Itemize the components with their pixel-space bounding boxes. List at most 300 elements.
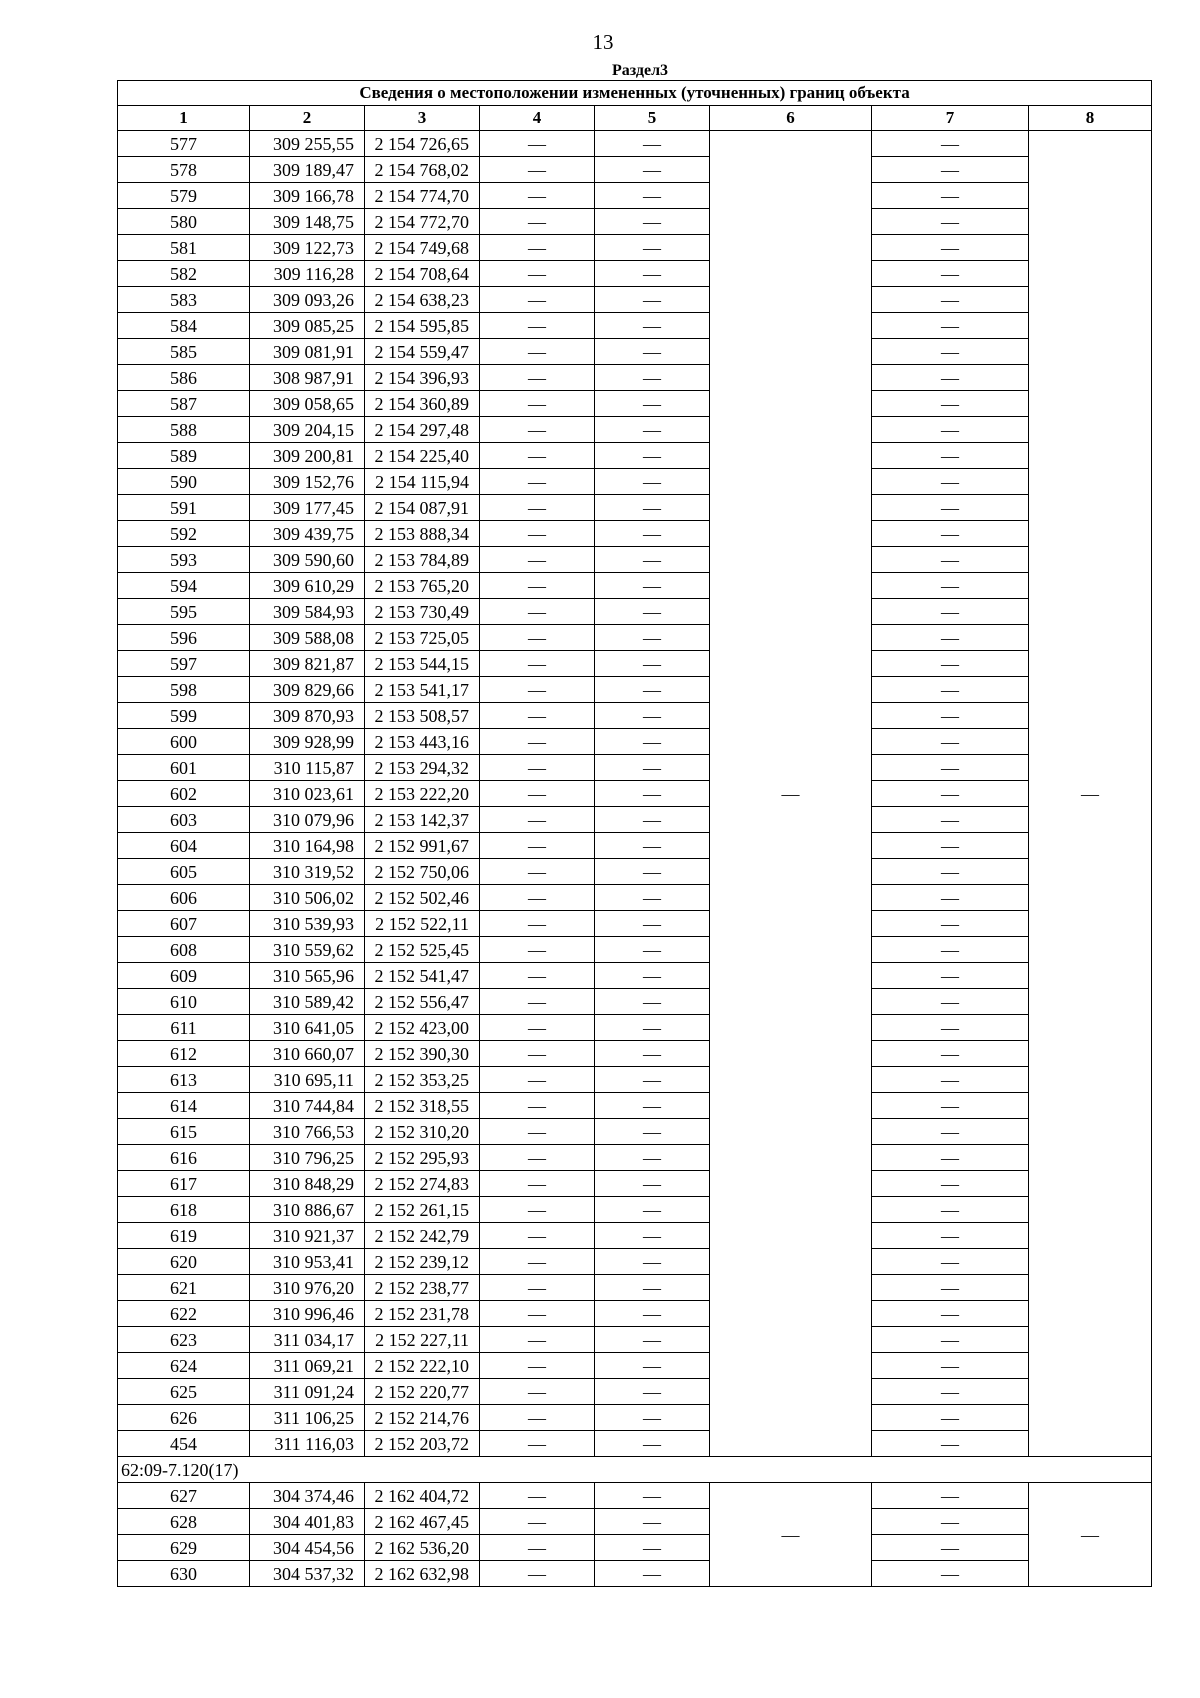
- dash-cell: —: [480, 261, 595, 287]
- dash-cell: —: [480, 963, 595, 989]
- point-number-cell: 613: [118, 1067, 250, 1093]
- point-number-cell: 605: [118, 859, 250, 885]
- coordinate-x-cell: 311 116,03: [250, 1431, 365, 1457]
- boundary-table: [117, 80, 1152, 1587]
- column-header-row: [118, 106, 1152, 131]
- table-row: [118, 521, 1152, 547]
- coordinate-x-cell: 310 766,53: [250, 1119, 365, 1145]
- point-number-cell: 589: [118, 443, 250, 469]
- table-row: [118, 547, 1152, 573]
- dash-cell: —: [595, 703, 710, 729]
- merged-dash-cell: —: [1029, 131, 1152, 1457]
- coordinate-x-cell: 310 695,11: [250, 1067, 365, 1093]
- point-number-cell: 587: [118, 391, 250, 417]
- dash-cell: —: [595, 443, 710, 469]
- dash-cell: —: [480, 313, 595, 339]
- table-row: [118, 417, 1152, 443]
- dash-cell: —: [480, 183, 595, 209]
- dash-cell: —: [595, 963, 710, 989]
- dash-cell: —: [595, 1249, 710, 1275]
- coordinate-x-cell: 311 069,21: [250, 1353, 365, 1379]
- table-row: [118, 157, 1152, 183]
- dash-cell: —: [872, 365, 1029, 391]
- point-number-cell: 584: [118, 313, 250, 339]
- point-number-cell: 593: [118, 547, 250, 573]
- table-row: [118, 391, 1152, 417]
- point-number-cell: 625: [118, 1379, 250, 1405]
- point-number-cell: 597: [118, 651, 250, 677]
- point-number-cell: 610: [118, 989, 250, 1015]
- dash-cell: —: [872, 157, 1029, 183]
- point-number-cell: 586: [118, 365, 250, 391]
- coordinate-x-cell: 309 590,60: [250, 547, 365, 573]
- coordinate-y-cell: 2 162 536,20: [365, 1535, 480, 1561]
- dash-cell: —: [872, 937, 1029, 963]
- coordinate-x-cell: 304 401,83: [250, 1509, 365, 1535]
- column-header: 2: [250, 106, 365, 131]
- dash-cell: —: [872, 677, 1029, 703]
- coordinate-y-cell: 2 154 726,65: [365, 131, 480, 157]
- table-row: [118, 1353, 1152, 1379]
- dash-cell: —: [480, 573, 595, 599]
- dash-cell: —: [480, 1145, 595, 1171]
- table-row: [118, 1483, 1152, 1509]
- coordinate-y-cell: 2 152 310,20: [365, 1119, 480, 1145]
- dash-cell: —: [595, 1145, 710, 1171]
- coordinate-y-cell: 2 154 638,23: [365, 287, 480, 313]
- coordinate-x-cell: 309 058,65: [250, 391, 365, 417]
- coordinate-x-cell: 310 164,98: [250, 833, 365, 859]
- dash-cell: —: [872, 1431, 1029, 1457]
- coordinate-x-cell: 309 255,55: [250, 131, 365, 157]
- coordinate-x-cell: 309 821,87: [250, 651, 365, 677]
- coordinate-x-cell: 310 976,20: [250, 1275, 365, 1301]
- point-number-cell: 626: [118, 1405, 250, 1431]
- dash-cell: —: [480, 1535, 595, 1561]
- dash-cell: —: [595, 313, 710, 339]
- dash-cell: —: [872, 703, 1029, 729]
- coordinate-y-cell: 2 152 222,10: [365, 1353, 480, 1379]
- table-row: [118, 235, 1152, 261]
- table-row: [118, 599, 1152, 625]
- coordinate-x-cell: 310 589,42: [250, 989, 365, 1015]
- dash-cell: —: [595, 833, 710, 859]
- point-number-cell: 588: [118, 417, 250, 443]
- table-row: [118, 1379, 1152, 1405]
- table-row: [118, 833, 1152, 859]
- point-number-cell: 596: [118, 625, 250, 651]
- coordinate-y-cell: 2 162 632,98: [365, 1561, 480, 1587]
- dash-cell: —: [872, 1067, 1029, 1093]
- table-row: [118, 963, 1152, 989]
- dash-cell: —: [480, 833, 595, 859]
- coordinate-x-cell: 310 953,41: [250, 1249, 365, 1275]
- point-number-cell: 594: [118, 573, 250, 599]
- table-row: [118, 573, 1152, 599]
- table-row: [118, 495, 1152, 521]
- dash-cell: —: [595, 365, 710, 391]
- coordinate-y-cell: 2 152 353,25: [365, 1067, 480, 1093]
- point-number-cell: 617: [118, 1171, 250, 1197]
- dash-cell: —: [480, 1353, 595, 1379]
- dash-cell: —: [480, 1379, 595, 1405]
- dash-cell: —: [872, 1223, 1029, 1249]
- coordinate-y-cell: 2 154 297,48: [365, 417, 480, 443]
- table-row: [118, 1145, 1152, 1171]
- dash-cell: —: [595, 1431, 710, 1457]
- dash-cell: —: [872, 209, 1029, 235]
- dash-cell: —: [595, 859, 710, 885]
- dash-cell: —: [480, 885, 595, 911]
- dash-cell: —: [480, 911, 595, 937]
- table-row: [118, 287, 1152, 313]
- column-header: 4: [480, 106, 595, 131]
- point-number-cell: 608: [118, 937, 250, 963]
- coordinate-y-cell: 2 152 274,83: [365, 1171, 480, 1197]
- dash-cell: —: [872, 885, 1029, 911]
- coordinate-x-cell: 310 660,07: [250, 1041, 365, 1067]
- coordinate-x-cell: 309 829,66: [250, 677, 365, 703]
- coordinate-y-cell: 2 153 541,17: [365, 677, 480, 703]
- coordinate-y-cell: 2 153 544,15: [365, 651, 480, 677]
- coordinate-x-cell: 310 115,87: [250, 755, 365, 781]
- cadastral-number-label: 62:09-7.120(17): [118, 1457, 1152, 1483]
- coordinate-y-cell: 2 154 559,47: [365, 339, 480, 365]
- dash-cell: —: [595, 573, 710, 599]
- point-number-cell: 624: [118, 1353, 250, 1379]
- coordinate-x-cell: 309 116,28: [250, 261, 365, 287]
- coordinate-x-cell: 309 439,75: [250, 521, 365, 547]
- dash-cell: —: [872, 1041, 1029, 1067]
- dash-cell: —: [595, 183, 710, 209]
- table-row: [118, 677, 1152, 703]
- point-number-cell: 601: [118, 755, 250, 781]
- point-number-cell: 616: [118, 1145, 250, 1171]
- coordinate-y-cell: 2 152 239,12: [365, 1249, 480, 1275]
- table-row: [118, 1535, 1152, 1561]
- point-number-cell: 612: [118, 1041, 250, 1067]
- dash-cell: —: [872, 989, 1029, 1015]
- coordinate-y-cell: 2 152 541,47: [365, 963, 480, 989]
- coordinate-y-cell: 2 152 390,30: [365, 1041, 480, 1067]
- point-number-cell: 595: [118, 599, 250, 625]
- dash-cell: —: [595, 1405, 710, 1431]
- column-header: 7: [872, 106, 1029, 131]
- dash-cell: —: [872, 1353, 1029, 1379]
- table-row: [118, 1197, 1152, 1223]
- table-title: Сведения о местоположении измененных (уточненных) границ объекта: [118, 81, 1152, 106]
- coordinate-y-cell: 2 153 222,20: [365, 781, 480, 807]
- column-header: 1: [118, 106, 250, 131]
- coordinate-y-cell: 2 152 227,11: [365, 1327, 480, 1353]
- coordinate-x-cell: 308 987,91: [250, 365, 365, 391]
- coordinate-y-cell: 2 152 750,06: [365, 859, 480, 885]
- dash-cell: —: [872, 625, 1029, 651]
- dash-cell: —: [595, 1041, 710, 1067]
- dash-cell: —: [480, 365, 595, 391]
- table-row: [118, 1301, 1152, 1327]
- table-row: [118, 1275, 1152, 1301]
- table-row: [118, 209, 1152, 235]
- point-number-cell: 602: [118, 781, 250, 807]
- dash-cell: —: [872, 1119, 1029, 1145]
- table-row: [118, 183, 1152, 209]
- coordinate-x-cell: 309 870,93: [250, 703, 365, 729]
- dash-cell: —: [872, 911, 1029, 937]
- dash-cell: —: [480, 495, 595, 521]
- dash-cell: —: [595, 911, 710, 937]
- dash-cell: —: [595, 495, 710, 521]
- dash-cell: —: [872, 1275, 1029, 1301]
- coordinate-x-cell: 309 148,75: [250, 209, 365, 235]
- dash-cell: —: [595, 1509, 710, 1535]
- point-number-cell: 627: [118, 1483, 250, 1509]
- point-number-cell: 604: [118, 833, 250, 859]
- dash-cell: —: [480, 1249, 595, 1275]
- dash-cell: —: [595, 677, 710, 703]
- dash-cell: —: [872, 1483, 1029, 1509]
- column-header: 3: [365, 106, 480, 131]
- dash-cell: —: [480, 1015, 595, 1041]
- point-number-cell: 580: [118, 209, 250, 235]
- coordinate-y-cell: 2 154 225,40: [365, 443, 480, 469]
- dash-cell: —: [595, 1067, 710, 1093]
- point-number-cell: 579: [118, 183, 250, 209]
- coordinate-x-cell: 304 537,32: [250, 1561, 365, 1587]
- dash-cell: —: [595, 547, 710, 573]
- dash-cell: —: [872, 1379, 1029, 1405]
- point-number-cell: 590: [118, 469, 250, 495]
- dash-cell: —: [595, 157, 710, 183]
- merged-dash-cell: —: [1029, 1483, 1152, 1587]
- coordinate-y-cell: 2 152 522,11: [365, 911, 480, 937]
- point-number-cell: 629: [118, 1535, 250, 1561]
- coordinate-x-cell: 309 584,93: [250, 599, 365, 625]
- dash-cell: —: [595, 1535, 710, 1561]
- dash-cell: —: [872, 963, 1029, 989]
- dash-cell: —: [595, 755, 710, 781]
- table-row: [118, 859, 1152, 885]
- point-number-cell: 619: [118, 1223, 250, 1249]
- coordinate-y-cell: 2 154 774,70: [365, 183, 480, 209]
- dash-cell: —: [872, 1015, 1029, 1041]
- dash-cell: —: [595, 1197, 710, 1223]
- coordinate-x-cell: 309 200,81: [250, 443, 365, 469]
- dash-cell: —: [595, 1119, 710, 1145]
- coordinate-y-cell: 2 152 502,46: [365, 885, 480, 911]
- dash-cell: —: [595, 521, 710, 547]
- dash-cell: —: [872, 235, 1029, 261]
- point-number-cell: 623: [118, 1327, 250, 1353]
- coordinate-y-cell: 2 153 142,37: [365, 807, 480, 833]
- dash-cell: —: [480, 287, 595, 313]
- point-number-cell: 606: [118, 885, 250, 911]
- coordinate-y-cell: 2 152 261,15: [365, 1197, 480, 1223]
- dash-cell: —: [872, 1301, 1029, 1327]
- table-row: [118, 755, 1152, 781]
- dash-cell: —: [872, 131, 1029, 157]
- coordinate-y-cell: 2 154 708,64: [365, 261, 480, 287]
- dash-cell: —: [595, 1015, 710, 1041]
- dash-cell: —: [480, 1301, 595, 1327]
- dash-cell: —: [480, 1119, 595, 1145]
- coordinate-y-cell: 2 152 203,72: [365, 1431, 480, 1457]
- coordinate-y-cell: 2 152 242,79: [365, 1223, 480, 1249]
- table-row: [118, 703, 1152, 729]
- dash-cell: —: [480, 859, 595, 885]
- dash-cell: —: [872, 391, 1029, 417]
- dash-cell: —: [872, 755, 1029, 781]
- table-row: [118, 729, 1152, 755]
- dash-cell: —: [595, 1379, 710, 1405]
- dash-cell: —: [872, 573, 1029, 599]
- dash-cell: —: [480, 1275, 595, 1301]
- dash-cell: —: [595, 469, 710, 495]
- group-label-row: [118, 1457, 1152, 1483]
- coordinate-x-cell: 309 204,15: [250, 417, 365, 443]
- column-header: 8: [1029, 106, 1152, 131]
- dash-cell: —: [872, 833, 1029, 859]
- dash-cell: —: [595, 937, 710, 963]
- coordinate-x-cell: 310 565,96: [250, 963, 365, 989]
- dash-cell: —: [595, 287, 710, 313]
- dash-cell: —: [595, 1223, 710, 1249]
- dash-cell: —: [872, 521, 1029, 547]
- table-row: [118, 1431, 1152, 1457]
- coordinate-y-cell: 2 153 725,05: [365, 625, 480, 651]
- coordinate-x-cell: 310 559,62: [250, 937, 365, 963]
- coordinate-x-cell: 311 034,17: [250, 1327, 365, 1353]
- coordinate-x-cell: 310 996,46: [250, 1301, 365, 1327]
- point-number-cell: 618: [118, 1197, 250, 1223]
- dash-cell: —: [872, 1171, 1029, 1197]
- dash-cell: —: [480, 209, 595, 235]
- dash-cell: —: [595, 339, 710, 365]
- table-row: [118, 937, 1152, 963]
- coordinate-y-cell: 2 152 231,78: [365, 1301, 480, 1327]
- dash-cell: —: [595, 417, 710, 443]
- coordinate-y-cell: 2 152 525,45: [365, 937, 480, 963]
- coordinate-x-cell: 304 374,46: [250, 1483, 365, 1509]
- table-row: [118, 1067, 1152, 1093]
- coordinate-y-cell: 2 152 318,55: [365, 1093, 480, 1119]
- dash-cell: —: [872, 1249, 1029, 1275]
- point-number-cell: 620: [118, 1249, 250, 1275]
- table-row: [118, 1327, 1152, 1353]
- dash-cell: —: [480, 1561, 595, 1587]
- dash-cell: —: [480, 807, 595, 833]
- point-number-cell: 611: [118, 1015, 250, 1041]
- dash-cell: —: [595, 1171, 710, 1197]
- coordinate-x-cell: 309 093,26: [250, 287, 365, 313]
- dash-cell: —: [872, 1535, 1029, 1561]
- dash-cell: —: [595, 1483, 710, 1509]
- dash-cell: —: [595, 1561, 710, 1587]
- dash-cell: —: [595, 391, 710, 417]
- table-row: [118, 781, 1152, 807]
- coordinate-x-cell: 304 454,56: [250, 1535, 365, 1561]
- dash-cell: —: [872, 1093, 1029, 1119]
- dash-cell: —: [480, 521, 595, 547]
- coordinate-y-cell: 2 153 508,57: [365, 703, 480, 729]
- coordinate-y-cell: 2 154 749,68: [365, 235, 480, 261]
- dash-cell: —: [872, 443, 1029, 469]
- dash-cell: —: [480, 677, 595, 703]
- dash-cell: —: [872, 183, 1029, 209]
- coordinate-y-cell: 2 153 765,20: [365, 573, 480, 599]
- coordinate-y-cell: 2 152 220,77: [365, 1379, 480, 1405]
- point-number-cell: 585: [118, 339, 250, 365]
- coordinate-x-cell: 310 744,84: [250, 1093, 365, 1119]
- coordinate-y-cell: 2 154 768,02: [365, 157, 480, 183]
- table-row: [118, 911, 1152, 937]
- dash-cell: —: [480, 547, 595, 573]
- table-row: [118, 261, 1152, 287]
- dash-cell: —: [480, 703, 595, 729]
- coordinate-y-cell: 2 153 730,49: [365, 599, 480, 625]
- table-row: [118, 365, 1152, 391]
- point-number-cell: 600: [118, 729, 250, 755]
- dash-cell: —: [480, 1067, 595, 1093]
- point-number-cell: 582: [118, 261, 250, 287]
- coordinate-y-cell: 2 153 888,34: [365, 521, 480, 547]
- dash-cell: —: [872, 287, 1029, 313]
- coordinate-y-cell: 2 154 396,93: [365, 365, 480, 391]
- table-row: [118, 1223, 1152, 1249]
- dash-cell: —: [480, 937, 595, 963]
- dash-cell: —: [480, 1223, 595, 1249]
- coordinate-x-cell: 309 177,45: [250, 495, 365, 521]
- coordinate-y-cell: 2 153 784,89: [365, 547, 480, 573]
- table-row: [118, 339, 1152, 365]
- coordinate-x-cell: 310 921,37: [250, 1223, 365, 1249]
- dash-cell: —: [480, 1171, 595, 1197]
- table-row: [118, 651, 1152, 677]
- point-number-cell: 599: [118, 703, 250, 729]
- point-number-cell: 607: [118, 911, 250, 937]
- coordinate-x-cell: 309 122,73: [250, 235, 365, 261]
- coordinate-x-cell: 309 610,29: [250, 573, 365, 599]
- merged-dash-cell: —: [710, 1483, 872, 1587]
- point-number-cell: 583: [118, 287, 250, 313]
- dash-cell: —: [872, 1405, 1029, 1431]
- column-header: 6: [710, 106, 872, 131]
- table-row: [118, 989, 1152, 1015]
- dash-cell: —: [480, 235, 595, 261]
- table-row: [118, 1171, 1152, 1197]
- dash-cell: —: [480, 391, 595, 417]
- dash-cell: —: [872, 859, 1029, 885]
- dash-cell: —: [872, 1509, 1029, 1535]
- dash-cell: —: [480, 157, 595, 183]
- coordinate-x-cell: 310 319,52: [250, 859, 365, 885]
- coordinate-y-cell: 2 162 467,45: [365, 1509, 480, 1535]
- dash-cell: —: [480, 443, 595, 469]
- dash-cell: —: [480, 1483, 595, 1509]
- coordinate-x-cell: 311 106,25: [250, 1405, 365, 1431]
- dash-cell: —: [480, 339, 595, 365]
- point-number-cell: 454: [118, 1431, 250, 1457]
- table-row: [118, 1405, 1152, 1431]
- coordinate-y-cell: 2 152 991,67: [365, 833, 480, 859]
- coordinate-x-cell: 310 079,96: [250, 807, 365, 833]
- dash-cell: —: [480, 469, 595, 495]
- table-row: [118, 807, 1152, 833]
- dash-cell: —: [480, 1041, 595, 1067]
- dash-cell: —: [595, 209, 710, 235]
- coordinate-x-cell: 309 081,91: [250, 339, 365, 365]
- dash-cell: —: [872, 417, 1029, 443]
